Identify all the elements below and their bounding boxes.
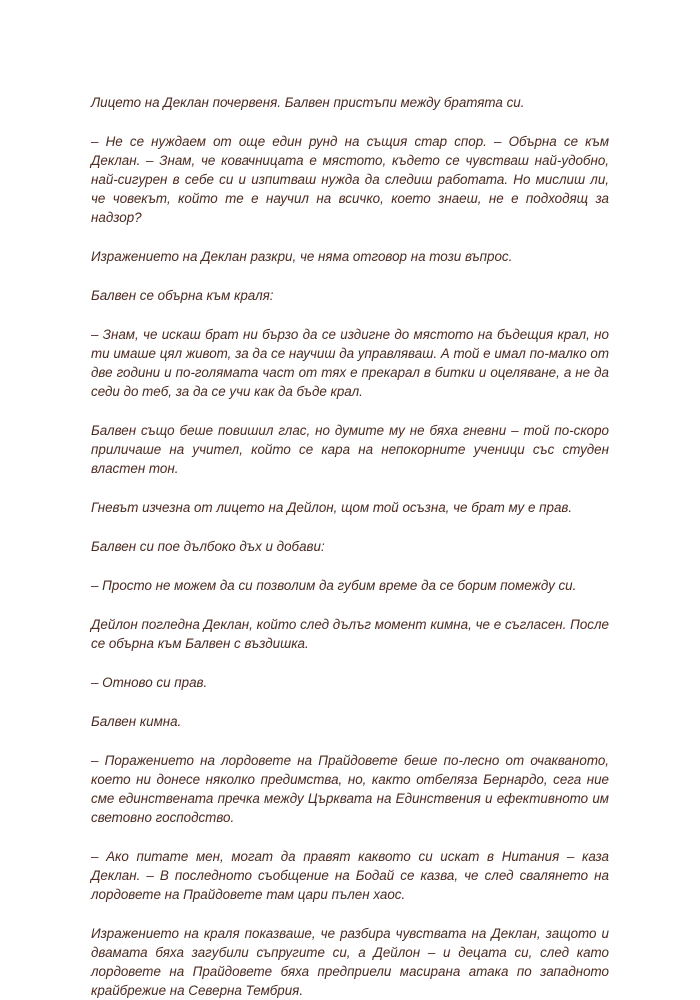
- paragraph: Изражението на Деклан разкри, че няма отговор на този въпрос.: [91, 249, 513, 264]
- paragraph: Гневът изчезна от лицето на Дейлон, щом той осъзна, че брат му е прав.: [91, 500, 573, 515]
- paragraph: Балвен кимна.: [91, 714, 182, 729]
- paragraph: – Ако питате мен, могат да правят каквото си искат в Нитания – каза Деклан. – В последното съобщение на Бодай се казва, че след свалянето на лордовете на Прайдовете там цари пълен хаос.: [91, 849, 609, 902]
- paragraph: – Знам, че искаш брат ни бързо да се издигне до мястото на бъдещия крал, но ти имаше цял живот, за да се научиш да управляваш. А той е имал по-малко от две години и по-голямата част от тях е прекарал в битки и оцеляване, а не да седи до теб, за да се учи как да бъде крал.: [91, 327, 609, 399]
- paragraph: – Поражението на лордовете на Прайдовете беше по-лесно от очакваното, което ни донесе няколко предимства, но, както отбеляза Бернардо, сега ние сме единствената пречка между Църквата на Единствения и ефективното им световно господство.: [91, 753, 609, 825]
- paragraph: – Просто не можем да си позволим да губим време да се борим помежду си.: [91, 578, 577, 593]
- paragraph: Балвен също беше повишил глас, но думите му не бяха гневни – той по-скоро приличаше на учител, който се кара на непокорните ученици със студен властен тон.: [91, 423, 609, 476]
- paragraph: Изражението на краля показваше, че разбира чувствата на Деклан, защото и двамата бяха загубили съпругите си, а Дейлон – и децата си, след като лордовете на Прайдовете бяха предприели масирана атака по западното крайбрежие на Северна Тембрия.: [91, 926, 609, 998]
- paragraph: Лицето на Деклан почервеня. Балвен пристъпи между братята си.: [91, 95, 525, 110]
- paragraph: – Не се нуждаем от още един рунд на същия стар спор. – Обърна се към Деклан. – Знам, че ковачницата е мястото, където се чувстваш най-удобно, най-сигурен в себе си и изпитваш нужда да следиш работата. Но мислиш ли, че човекът, който те е научил на всичко, което знаеш, не е подходящ за надзор?: [91, 134, 609, 225]
- paragraph: – Отново си прав.: [91, 675, 208, 690]
- paragraph: Балвен се обърна към краля:: [91, 288, 274, 303]
- paragraph: Дейлон погледна Деклан, който след дълъг момент кимна, че е съгласен. После се обърна към Балвен с въздишка.: [91, 617, 609, 651]
- paragraph: Балвен си пое дълбоко дъх и добави:: [91, 539, 325, 554]
- body-text: [91, 93, 609, 1000]
